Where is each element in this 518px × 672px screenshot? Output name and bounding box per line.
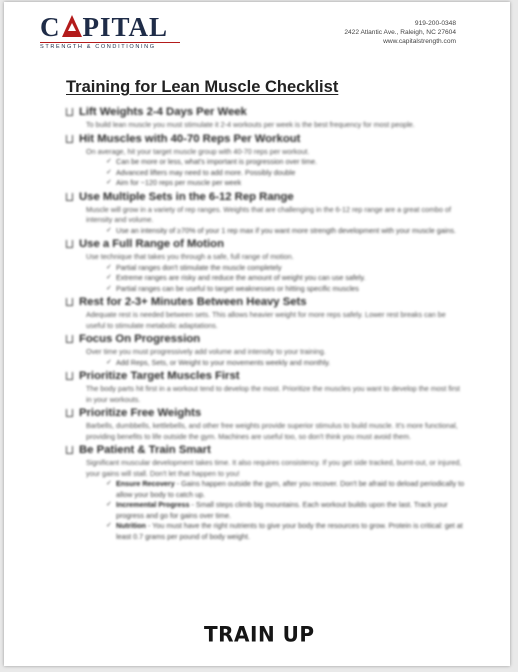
section-heading — [66, 104, 466, 120]
list-item-text — [116, 521, 466, 542]
list-item — [106, 521, 466, 542]
list-item-lead: Nutrition — [116, 521, 146, 530]
capital-logo — [40, 14, 182, 50]
list-item — [106, 168, 466, 179]
checklist-section — [66, 236, 466, 294]
list-item — [106, 479, 466, 500]
checkmark-icon: ✓ — [106, 522, 112, 529]
footer-logo: TRAIN UP — [204, 621, 315, 647]
list-item — [106, 226, 466, 237]
section-heading — [66, 294, 466, 310]
section-heading-text: Prioritize Target Muscles First — [79, 370, 240, 382]
list-item-text: Extreme ranges are risky and reduce the amount of weight you can use safely. — [116, 273, 366, 282]
logo-triangle-a — [61, 14, 83, 40]
checkbox-icon[interactable] — [66, 335, 73, 343]
section-description: Use technique that takes you through a safe, full range of motion. — [86, 252, 294, 261]
checkbox-icon[interactable] — [66, 298, 73, 306]
section-heading-text: Rest for 2-3+ Minutes Between Heavy Sets — [79, 296, 307, 308]
list-item-body: - Gains happen outside the gym, after you recover. Don't be afraid to deload periodically to allow your body to catch up. — [116, 479, 465, 499]
section-description: Adequate rest is needed between sets. This allows heavier weight for more reps safely. Lower rest breaks can be useful to stimulate metabolic adaptations. — [86, 310, 446, 330]
section-heading — [66, 368, 466, 384]
checkmark-icon: ✓ — [106, 226, 112, 234]
logo-wordmark-rest: PITAL — [82, 12, 169, 42]
checkmark-icon: ✓ — [106, 284, 112, 292]
checkmark-icon: ✓ — [106, 168, 112, 176]
list-item-text: Partial ranges can be useful to target weaknesses or hitting specific muscles — [116, 283, 359, 293]
logo-tagline: STRENGTH & CONDITIONING — [40, 44, 156, 50]
section-heading — [66, 331, 466, 347]
checklist-section — [66, 368, 466, 405]
list-item-text: Can be more or less, what's important is progression over time. — [116, 157, 318, 166]
checklist-section — [66, 442, 466, 542]
list-item — [106, 273, 466, 284]
checkmark-icon: ✓ — [106, 179, 112, 186]
checkmark-icon: ✓ — [106, 501, 112, 508]
checklist-section — [66, 189, 466, 237]
contact-block — [344, 19, 456, 46]
section-heading — [66, 131, 466, 147]
section-heading-text: Focus On Progression — [79, 333, 201, 345]
checkmark-icon: ✓ — [106, 274, 112, 281]
section-description: To build lean muscle you must stimulate it 2-4 workouts per week is the best frequency for most people. — [86, 120, 415, 129]
section-heading-text: Use a Full Range of Motion — [79, 238, 224, 250]
checkmark-icon: ✓ — [106, 480, 112, 487]
list-item-text: Add Reps, Sets, or Weight to your movements weekly and monthly. — [116, 357, 331, 367]
list-item-text: Aim for ~120 reps per muscle per week — [116, 178, 242, 187]
checkbox-icon[interactable] — [66, 108, 73, 116]
section-description: Barbells, dumbbells, kettlebells, and other free weights provide superior stimulus to build muscle. It's more functional, providing benefits to life outside the gym. Machines are useful too, so don't think you must avoid them. — [86, 421, 458, 441]
checkbox-icon[interactable] — [66, 409, 73, 417]
section-items — [106, 263, 466, 295]
section-heading — [66, 189, 466, 205]
contact-website: www.capitalstrength.com — [383, 38, 456, 45]
section-items — [106, 479, 466, 542]
checklist-section — [66, 294, 466, 331]
section-heading-text: Be Patient & Train Smart — [79, 444, 211, 456]
section-heading-text: Prioritize Free Weights — [79, 407, 202, 419]
list-item — [106, 157, 466, 168]
page-title: Training for Lean Muscle Checklist — [66, 78, 339, 96]
checkbox-icon[interactable] — [66, 240, 73, 248]
list-item-text: Use an intensity of ≥70% of your 1 rep max if you want more strength development with your muscle gains. — [116, 225, 456, 235]
checklist-section — [66, 104, 466, 131]
section-heading-text: Use Multiple Sets in the 6-12 Rep Range — [79, 190, 294, 203]
checklist-section — [66, 405, 466, 442]
checkmark-icon: ✓ — [106, 263, 112, 271]
logo-letter-c: C — [40, 12, 61, 42]
list-item — [106, 358, 466, 369]
list-item-body: - Small steps climb big mountains. Each workout builds upon the last. Track your progress and go for gains over time. — [116, 500, 448, 520]
section-description: Significant muscular development takes time. It also requires consistency. If you get side tracked, burnt-out, or injured, your gains will stall. Don't let that happen to you! — [86, 458, 462, 478]
list-item-text: Partial ranges don't stimulate the muscle completely — [116, 262, 282, 272]
list-item-body: - You must have the right nutrients to give your body the resources to grow. Protein is critical: get at least 0.7 grams per pound of body weight. — [116, 521, 463, 541]
document-page — [4, 2, 510, 666]
list-item-lead: Incremental Progress — [116, 500, 190, 509]
section-description: The body parts hit first in a workout tend to develop the most. Prioritize the muscles you want to develop the most first in your workouts. — [86, 384, 460, 404]
list-item-text — [116, 479, 466, 500]
list-item — [106, 263, 466, 274]
section-heading — [66, 442, 466, 458]
list-item — [106, 178, 466, 189]
checklist — [66, 104, 466, 542]
list-item — [106, 284, 466, 295]
logo-divider — [40, 42, 180, 43]
list-item — [106, 500, 466, 521]
section-heading — [66, 405, 466, 421]
checkmark-icon: ✓ — [106, 158, 112, 165]
checkbox-icon[interactable] — [66, 135, 73, 143]
section-items — [106, 358, 466, 369]
section-heading — [66, 236, 466, 252]
contact-phone: 919-200-0348 — [414, 20, 456, 27]
list-item-lead: Ensure Recovery — [116, 479, 175, 488]
checklist-section — [66, 331, 466, 368]
checkbox-icon[interactable] — [66, 372, 73, 380]
checklist-section — [66, 131, 466, 189]
section-description: Muscle will grow in a variety of rep ranges. Weights that are challenging in the 6-12 rep range are a great combo of intensity and volume. — [86, 204, 452, 224]
section-heading-text: Lift Weights 2-4 Days Per Week — [79, 106, 247, 118]
section-heading-text: Hit Muscles with 40-70 Reps Per Workout — [79, 132, 301, 145]
section-description: On average, hit your target muscle group with 40-70 reps per workout. — [86, 146, 310, 156]
section-items — [106, 157, 466, 189]
contact-address: 2422 Atlantic Ave., Raleigh, NC 27604 — [344, 29, 456, 36]
checkbox-icon[interactable] — [66, 446, 73, 454]
checkmark-icon: ✓ — [106, 358, 112, 366]
checkbox-icon[interactable] — [66, 193, 73, 201]
list-item-text — [116, 500, 466, 521]
section-items — [106, 226, 466, 237]
logo-wordmark — [40, 14, 182, 40]
list-item-text: Advanced lifters may need to add more. Possibly double — [116, 167, 296, 177]
section-description: Over time you must progressively add volume and intensity to your training. — [86, 347, 326, 356]
